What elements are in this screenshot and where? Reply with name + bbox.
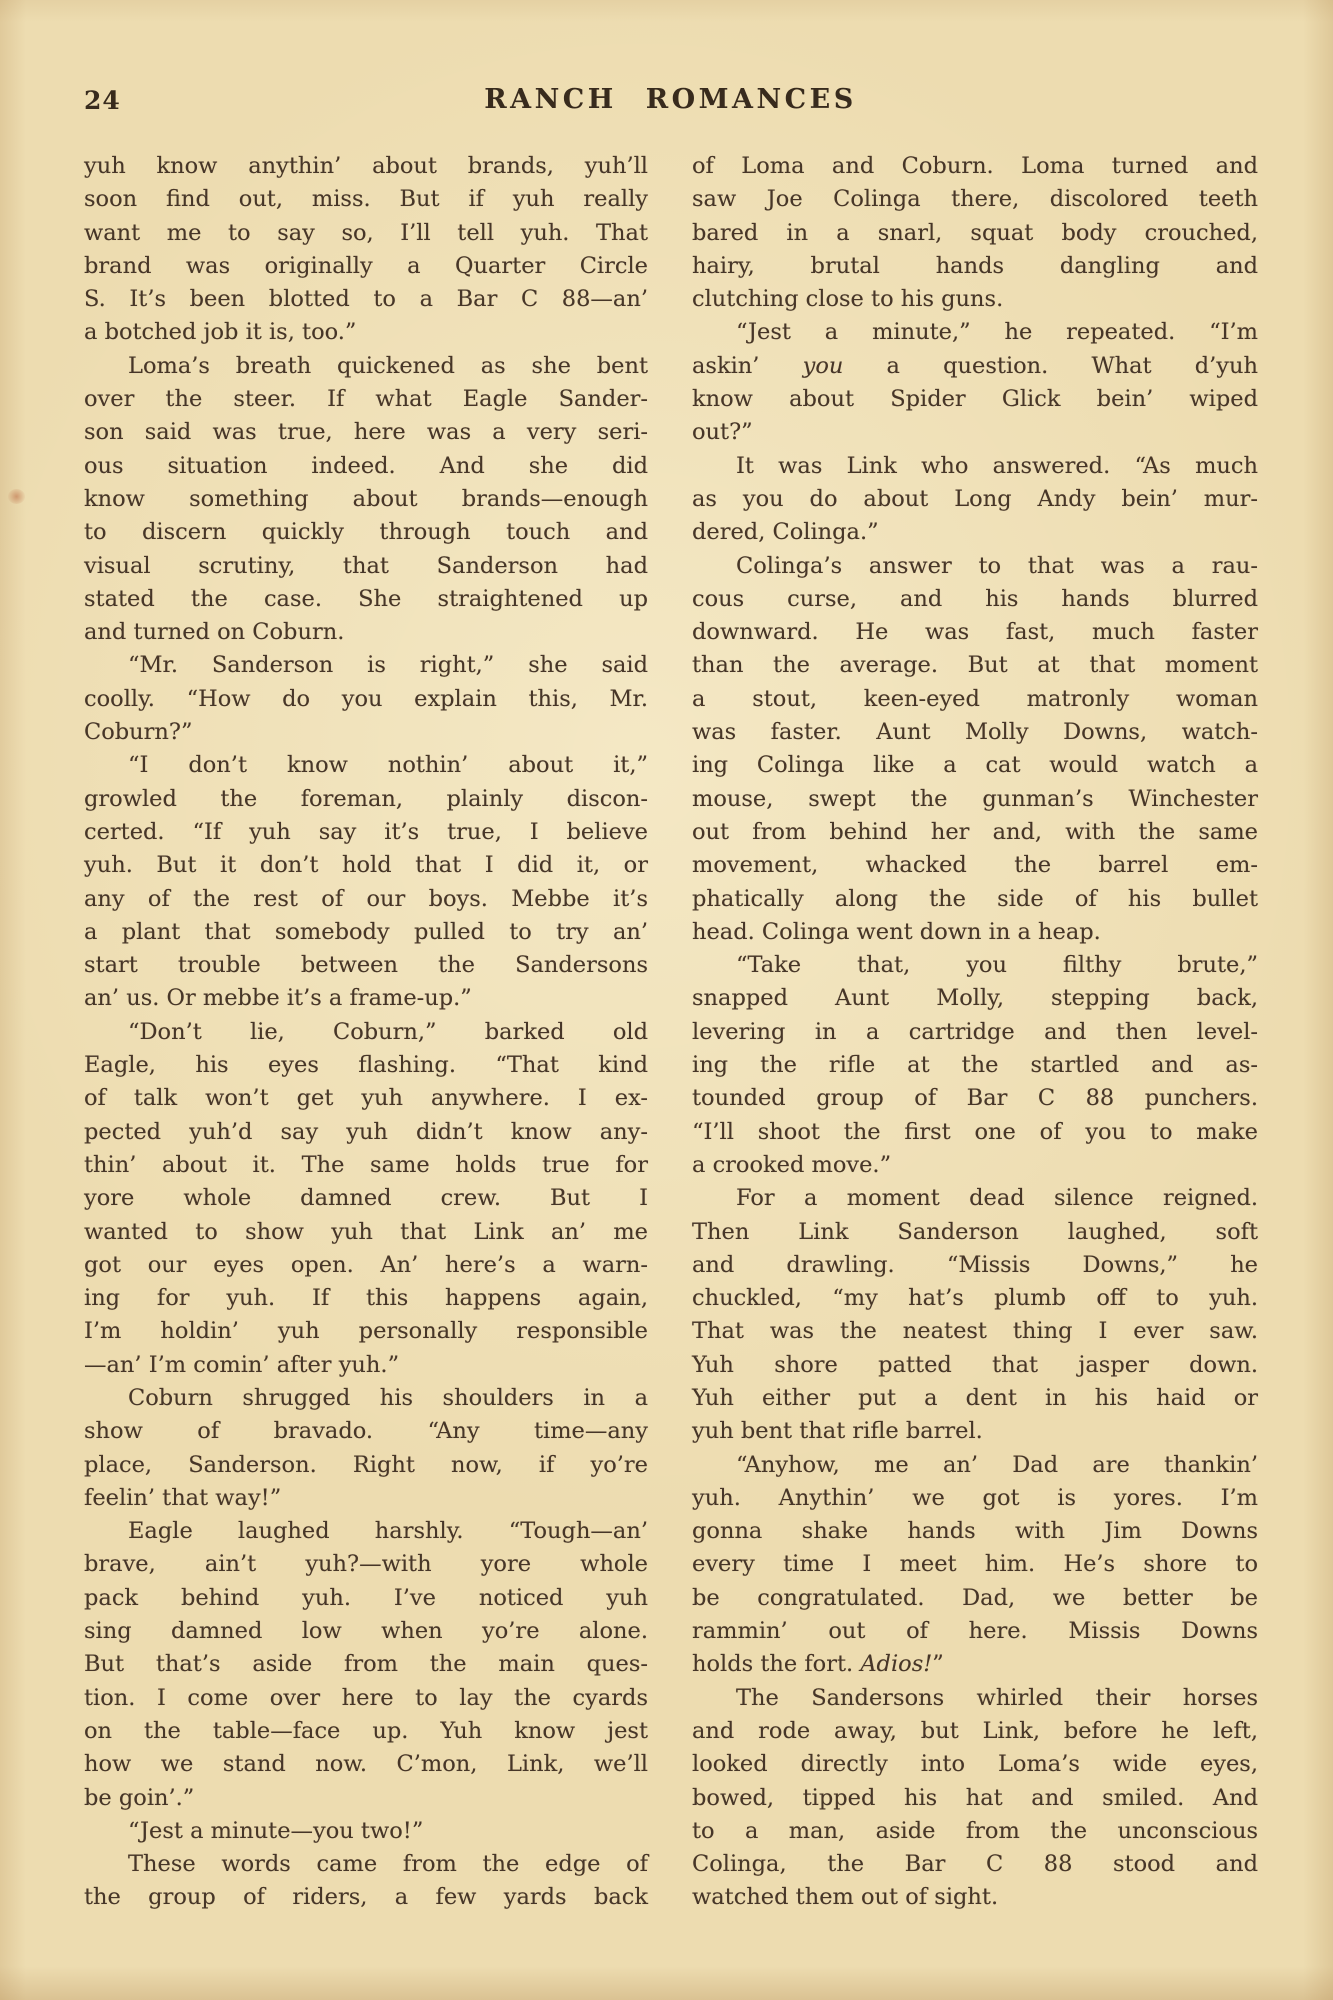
paragraph: [84, 350, 648, 650]
paragraph: [692, 949, 1258, 1182]
text-line: bowed, tipped his hat and smiled. And: [692, 1784, 1258, 1811]
text-line: “Jest a minute—you two!”: [128, 1817, 424, 1844]
text-line: —an’ I’m comin’ after yuh.”: [84, 1351, 400, 1378]
text-line: Coburn?”: [84, 719, 193, 746]
text-line: It was Link who answered. “As much: [736, 452, 1258, 479]
text-line: Yuh shore patted that jasper down.: [692, 1351, 1258, 1378]
text-line: holds the fort. Adios!”: [692, 1651, 944, 1678]
text-line: certed. “If yuh say it’s true, I believe: [84, 818, 648, 845]
text-line: tion. I come over here to lay the cyards: [84, 1684, 648, 1711]
column-right: [692, 150, 1258, 1915]
text-line: a plant that somebody pulled to try an’: [84, 918, 648, 945]
text-line: be congratulated. Dad, we better be: [692, 1584, 1258, 1611]
text-line: how we stand now. C’mon, Link, we’ll: [84, 1751, 648, 1778]
paragraph: [692, 1182, 1258, 1448]
text-line: hairy, brutal hands dangling and: [692, 252, 1258, 279]
text-line: to discern quickly through touch and: [84, 519, 648, 546]
text-line: clutching close to his guns.: [692, 286, 1004, 313]
italic-text: you: [802, 352, 844, 379]
paragraph: [692, 450, 1258, 550]
text-line: stated the case. She straightened up: [84, 585, 648, 612]
text-line: a botched job it is, too.”: [84, 319, 357, 346]
text-line: head. Colinga went down in a heap.: [692, 918, 1101, 945]
text-line: dered, Colinga.”: [692, 519, 879, 546]
text-line: Eagle, his eyes flashing. “That kind: [84, 1052, 648, 1079]
text-line: yuh bent that rifle barrel.: [692, 1418, 983, 1445]
text-line: on the table—face up. Yuh know jest: [84, 1717, 648, 1744]
text-line: visual scrutiny, that Sanderson had: [84, 552, 648, 579]
text-line: These words came from the edge of: [128, 1851, 648, 1878]
text-line: out from behind her and, with the same: [692, 818, 1258, 845]
text-line: want me to say so, I’ll tell yuh. That: [84, 219, 648, 246]
text-line: movement, whacked the barrel em-: [692, 852, 1258, 879]
text-line: levering in a cartridge and then level-: [692, 1018, 1258, 1045]
paragraph: [84, 1515, 648, 1815]
text-line: as you do about Long Andy bein’ mur-: [692, 485, 1258, 512]
text-line: and turned on Coburn.: [84, 619, 345, 646]
text-line: than the average. But at that moment: [692, 652, 1258, 679]
text-line: be goin’.”: [84, 1784, 195, 1811]
text-line: phatically along the side of his bullet: [692, 885, 1258, 912]
text-line: S. It’s been blotted to a Bar C 88—an’: [84, 286, 648, 313]
text-line: a crooked move.”: [692, 1151, 892, 1178]
text-line: cous curse, and his hands blurred: [692, 585, 1258, 612]
paragraph: [84, 150, 648, 350]
text-line: son said was true, here was a very seri-: [84, 419, 648, 446]
text-line: looked directly into Loma’s wide eyes,: [692, 1751, 1258, 1778]
text-line: to a man, aside from the unconscious: [692, 1817, 1258, 1844]
text-line: yuh. Anythin’ we got is yores. I’m: [692, 1484, 1258, 1511]
text-line: an’ us. Or mebbe it’s a frame-up.”: [84, 985, 472, 1012]
paragraph: [692, 550, 1258, 950]
text-line: “Take that, you filthy brute,”: [736, 952, 1258, 979]
paragraph: [84, 1815, 648, 1848]
text-line: Yuh either put a dent in his haid or: [692, 1384, 1258, 1411]
paragraph: [84, 749, 648, 1015]
paragraph: [692, 150, 1258, 316]
text-line: of talk won’t get yuh anywhere. I ex-: [84, 1085, 648, 1112]
text-line: was faster. Aunt Molly Downs, watch-: [692, 719, 1258, 746]
text-line: mouse, swept the gunman’s Winchester: [692, 785, 1258, 812]
text-line: bared in a snarl, squat body crouched,: [692, 219, 1258, 246]
text-line: out?”: [692, 419, 753, 446]
text-line: of Loma and Coburn. Loma turned and: [692, 153, 1258, 179]
text-line: sing damned low when yo’re alone.: [84, 1618, 648, 1645]
text-line: “Mr. Sanderson is right,” she said: [128, 652, 648, 679]
text-line: soon find out, miss. But if yuh really: [84, 186, 648, 213]
text-line: know about Spider Glick bein’ wiped: [692, 386, 1258, 413]
text-line: pected yuh’d say yuh didn’t know any-: [84, 1118, 648, 1145]
text-columns: [84, 150, 1258, 1915]
text-line: coolly. “How do you explain this, Mr.: [84, 685, 648, 712]
paragraph: [692, 316, 1258, 449]
text-line: snapped Aunt Molly, stepping back,: [692, 985, 1258, 1012]
text-line: But that’s aside from the main ques-: [84, 1651, 648, 1678]
text-line: “Don’t lie, Coburn,” barked old: [128, 1018, 648, 1045]
text-line: wanted to show yuh that Link an’ me: [84, 1218, 648, 1245]
text-line: Eagle laughed harshly. “Tough—an’: [128, 1518, 648, 1545]
text-line: pack behind yuh. I’ve noticed yuh: [84, 1584, 648, 1611]
text-line: ous situation indeed. And she did: [84, 452, 648, 479]
text-line: “Anyhow, me an’ Dad are thankin’: [736, 1451, 1258, 1478]
text-line: yuh know anythin’ about brands, yuh’ll: [84, 153, 648, 179]
paragraph: [692, 1449, 1258, 1682]
text-line: Loma’s breath quickened as she bent: [128, 352, 648, 379]
text-line: ing the rifle at the startled and as-: [692, 1052, 1258, 1079]
page-number: 24: [84, 86, 121, 115]
text-line: and drawling. “Missis Downs,” he: [692, 1251, 1258, 1278]
paragraph: [84, 1848, 648, 1915]
text-line: gonna shake hands with Jim Downs: [692, 1518, 1258, 1545]
text-line: brave, ain’t yuh?—with yore whole: [84, 1551, 648, 1578]
text-line: askin’ you a question. What d’yuh: [692, 352, 1259, 379]
paragraph: [84, 1382, 648, 1515]
text-line: saw Joe Colinga there, discolored teeth: [692, 186, 1258, 213]
text-line: know something about brands—enough: [84, 485, 648, 512]
italic-text: Adios!: [860, 1651, 933, 1678]
text-line: For a moment dead silence reigned.: [736, 1185, 1258, 1212]
text-line: start trouble between the Sandersons: [84, 952, 648, 979]
text-line: yuh. But it don’t hold that I did it, or: [84, 852, 648, 879]
paper-stain: [8, 489, 25, 504]
text-line: every time I meet him. He’s shore to: [692, 1551, 1258, 1578]
text-line: show of bravado. “Any time—any: [84, 1418, 648, 1445]
paragraph: [84, 649, 648, 749]
text-line: ing for yuh. If this happens again,: [84, 1285, 648, 1312]
text-line: over the steer. If what Eagle Sander-: [84, 386, 648, 413]
text-line: any of the rest of our boys. Mebbe it’s: [84, 885, 648, 912]
text-line: tounded group of Bar C 88 punchers.: [692, 1085, 1258, 1112]
text-line: brand was originally a Quarter Circle: [84, 252, 648, 279]
text-line: ing Colinga like a cat would watch a: [692, 752, 1258, 779]
text-line: and rode away, but Link, before he left,: [692, 1717, 1258, 1744]
text-line: growled the foreman, plainly discon-: [84, 785, 648, 812]
text-line: feelin’ that way!”: [84, 1484, 282, 1511]
text-line: got our eyes open. An’ here’s a warn-: [84, 1251, 648, 1278]
column-left: [84, 150, 648, 1915]
text-line: yore whole damned crew. But I: [84, 1185, 648, 1212]
text-line: Coburn shrugged his shoulders in a: [128, 1384, 648, 1411]
page-header: [84, 84, 1257, 118]
text-line: That was the neatest thing I ever saw.: [692, 1318, 1258, 1345]
text-line: a stout, keen-eyed matronly woman: [692, 685, 1258, 712]
text-line: thin’ about it. The same holds true for: [84, 1151, 648, 1178]
paragraph: [692, 1682, 1258, 1915]
text-line: “Jest a minute,” he repeated. “I’m: [736, 319, 1258, 346]
text-line: rammin’ out of here. Missis Downs: [692, 1618, 1258, 1645]
text-line: the group of riders, a few yards back: [84, 1884, 648, 1911]
text-line: watched them out of sight.: [692, 1884, 999, 1911]
text-line: I’m holdin’ yuh personally responsible: [84, 1318, 648, 1345]
text-line: place, Sanderson. Right now, if yo’re: [84, 1451, 648, 1478]
text-line: Colinga’s answer to that was a rau-: [736, 552, 1258, 579]
text-line: “I don’t know nothin’ about it,”: [128, 752, 648, 779]
paragraph: [84, 1016, 648, 1382]
text-line: downward. He was fast, much faster: [692, 619, 1258, 646]
text-line: Colinga, the Bar C 88 stood and: [692, 1851, 1258, 1878]
text-line: Then Link Sanderson laughed, soft: [692, 1218, 1258, 1245]
running-title: RANCH ROMANCES: [484, 84, 857, 115]
text-line: The Sandersons whirled their horses: [736, 1684, 1258, 1711]
text-line: “I’ll shoot the first one of you to make: [692, 1118, 1258, 1145]
text-line: chuckled, “my hat’s plumb off to yuh.: [692, 1285, 1258, 1312]
